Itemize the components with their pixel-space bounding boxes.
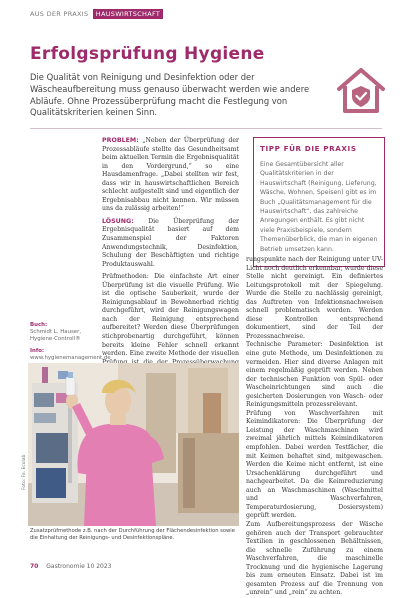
article-intro: Die Qualität von Reinigung und Desinfektion oder der Wäscheaufbereitung muss genauso überwacht werden wie andere Abläufe. Ohne Prozessüberprüfung macht die Festlegung von Qualitätskriterien keinen Sinn. [30,72,310,118]
problem-label: PROBLEM: [102,137,139,144]
photo-credit: Foto: Fa. Ecolab [22,454,27,490]
column-b-body: rungspunkte nach der Reinigung unter UV-Licht noch deutlich erkennbar, wurde diese Stelle nicht gereinigt. Ein definiertes Leitungsprotokoll mit der Spiegelung. Wurde die Stelle zu nachlässig gereinigt, das Auftreten von Infektionsnachweisen schnell problematisch werden. Werden diese Kontrollen entsprechend dokumentiert, sind der Teil der Prozessnachweise. Technische Parameter: Desinfektion ist eine gute Methode, um Desinfektionen zu vermeiden. Hier sind diverse Anlagen mit einem regelmäßig geprüft werden. Neben der technischen Funktion von Spül- oder Wascheinrichtungen sind auch die gesicherten Dosierungen von Wasch- oder Reinigungsmitteln prozessrelevant. Prüfung von Waschverfahren mit Keimindikatoren: Die Überprüfung der Leistung der Waschmaschinen wird zweimal jährlich mittels Keimindikatoren empfohlen. Dabei werden Testfächer, die mit Keimen behaftet sind, mitgewaschen. Werden die Keime nicht entfernt, ist eine Ursachenklärung durchgeführt und nachgearbeitet. Da die Keimreduzierung auch an Waschmaschinen (Waschmittel und Waschverfahren, Temperaturdosierung, Dosiersystem) geprüft werden. Zum Aufbereitungsprozess der Wäsche gehören auch der Transport gebrauchter Textilien in geschlossenen Behältnissen, die schnelle Zuführung zu einem Waschverfahren, die maschinelle Trocknung und die hygienische Lagerung bis zum erneuten Einsatz. Dabei ist im gesamten Prozess auf die Trennung von „unrein“ und „rein“ zu achten. [246,256,383,597]
sidebar-tip [30,322,111,362]
praxis-heading: TIPP FÜR DIE PRAXIS [260,144,357,153]
article-title: Erfolgsprüfung Hygiene [30,44,265,64]
column-a [102,137,239,384]
house-shield-icon [333,62,389,118]
page-footer [30,563,112,570]
praxis-text: Eine Gesamtübersicht aller Qualitätskriterien in der Hauswirtschaft (Reinigung, Lieferung, Wäsche, Wohnen, Speisen) gibt es im Buch „Qualitätsmanagement für die Hauswirtschaft“, das zahlreiche Anregungen enthält. Es gibt nicht viele Praxisbeispiele, sondern Themenüberblick, die man in eigenen Betrieb umsetzen kann. [260,161,378,253]
issue-info: Gastronomie 10 2023 [46,563,112,570]
kicker-label: AUS DER PRAXIS [30,10,89,18]
problem-text: „Neben der Überprüfung der Prozessabläufe stellte das Gesundheitsamt beim aktuellen Termin die Ergebnisqualität in den Vordergrund,“ so eine Hausdamenfrage. „Dabei stellten wir fest, dass wir in hauswirtschaftlichen Bereich schlecht aufgestellt sind und eigentlich der Ergebnisabbau nicht kennen. Wir müssen uns da zulässig arbeiten!“ [102,137,239,213]
page-number: 70 [30,563,39,570]
column-a-body: Prüfmethoden: Die einfachste Art einer Überprüfung ist die visuelle Prüfung. Wie ist die optische Sauberkeit, wurde der Reinigungsablauf in Bewohnerbad richtig durchgeführt, wird der Reinigungswagen nach der Reinigung entsprechend aufbereitet? Werden diese Überprüfungen stichprobenartig durchgeführt, können bereits kleine Fehler schnell erkannt werden. Eine zweite Methode der visuellen [102,273,239,358]
cleaning-photo [28,363,239,526]
column-b [246,256,383,598]
header-divider [30,128,382,129]
sidebar-text-book: Schmidt L. Hauser, Hygiene-Controll® [30,329,82,343]
section-kicker [30,10,163,18]
loesung-text: Die Überprüfung der Ergebnisqualität basiert auf dem Zusammenspiel der Faktoren Anwendungstechnik, Desinfektion, Schulung der Beschäftigten und richtige Produktauswahl. [102,217,239,268]
sidebar-label-book: Buch: [30,322,48,328]
loesung-label: LÖSUNG: [102,217,134,225]
sidebar-text-info: www.hygienemanagement.de [30,354,111,361]
praxis-box [253,137,385,267]
sidebar-label-info: Info: [30,347,45,354]
cleaning-photo-illustration [28,363,239,526]
photo-caption: Zusatzprüfmethode z.B. nach der Durchführung der Flächendesinfektion sowie die Einhaltung der Reinigungs- und Desinfektionspläne. [30,528,235,541]
kicker-tag: HAUSWIRTSCHAFT [93,9,163,19]
